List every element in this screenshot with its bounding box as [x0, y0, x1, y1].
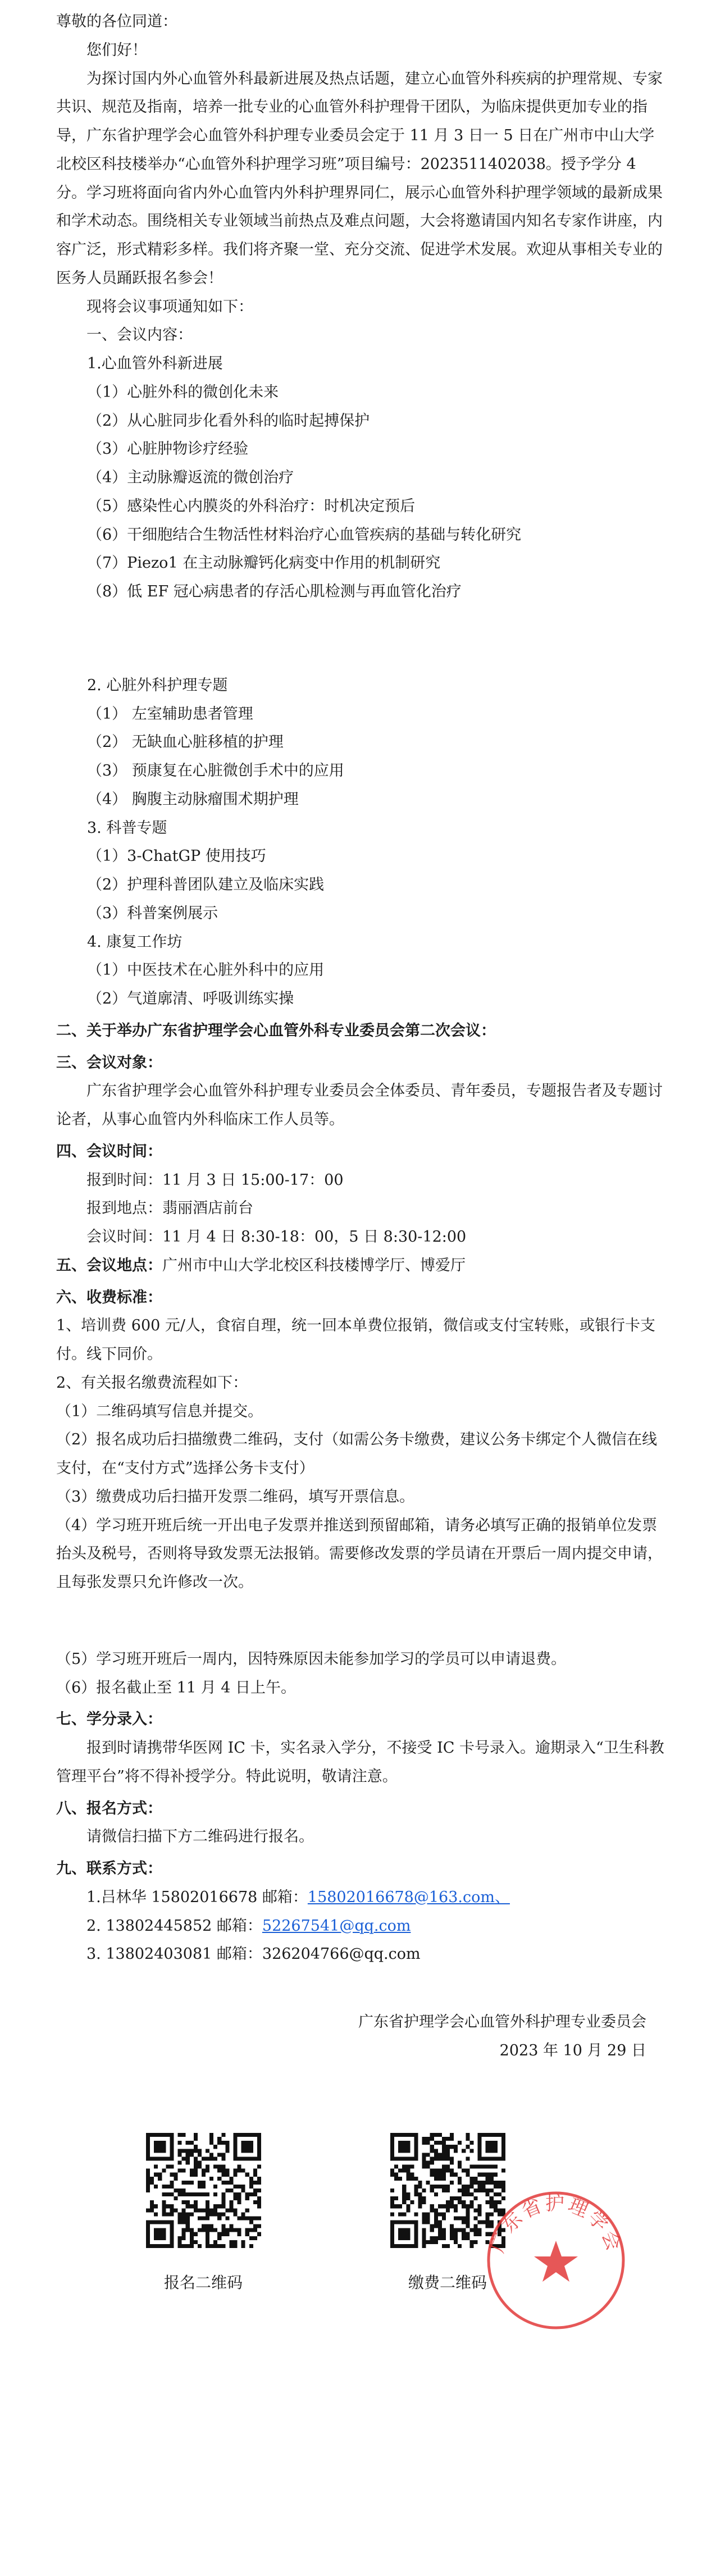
section-5-text: 广州市中山大学北校区科技楼博学厅、博爱厅 [162, 1256, 466, 1274]
topic-2-list [56, 700, 667, 814]
list-item: （1）中医技术在心脏外科中的应用 [87, 961, 325, 979]
list-item: （2） 无缺血心脏移植的护理 [87, 733, 284, 751]
fee-text: 1、培训费 600 元/人，食宿自理，统一回本单费位报销，微信或支付宝转账，或银行卡支付。线下同价。 [56, 1317, 655, 1363]
list-item: （4） 胸腹主动脉瘤围术期护理 [87, 790, 299, 808]
qr-code-icon[interactable] [146, 2133, 261, 2248]
list-item: （3）科普案例展示 [87, 904, 218, 922]
list-item: （3） 预康复在心脏微创手术中的应用 [87, 762, 344, 779]
official-seal-icon [480, 2185, 632, 2336]
section-8-title: 八、报名方式： [56, 1799, 162, 1817]
section-7-text: 报到时请携带华医网 IC 卡，实名录入学分，不接受 IC 卡号录入。逾期录入“卫生科教管理平台”将不得补授学分。特此说明，敬请注意。 [56, 1739, 664, 1785]
list-item: （5）学习班开班后一周内，因特殊原因未能参加学习的学员可以申请退费。 [56, 1650, 567, 1668]
topic-2-title: 2. 心脏外科护理专题 [87, 676, 228, 694]
topic-1-list [56, 379, 667, 607]
hello: 您们好！ [86, 41, 147, 59]
list-item: （2）从心脏同步化看外科的临时起搏保护 [87, 412, 370, 430]
contact-3: 3. 13802403081 邮箱：326204766@qq.com [86, 1945, 421, 1963]
list-item: （3）心脏肿物诊疗经验 [87, 440, 249, 458]
email-link[interactable]: 15802016678@163.com [307, 1888, 495, 1906]
meeting-time: 会议时间：11 月 4 日 8:30-18：00，5 日 8:30-12:00 [86, 1228, 467, 1246]
section-2-title: 二、关于举办广东省护理学会心血管外科专业委员会第二次会议： [56, 1022, 496, 1039]
section-4-title: 四、会议时间： [56, 1142, 162, 1160]
section-8-text: 请微信扫描下方二维码进行报名。 [86, 1828, 314, 1846]
section-7-title: 七、学分录入： [56, 1711, 162, 1729]
list-item: （6）报名截止至 11 月 4 日上午。 [56, 1679, 297, 1697]
list-item: （1）3-ChatGP 使用技巧 [87, 847, 266, 865]
section-9-title: 九、联系方式： [56, 1860, 162, 1877]
email-text: 326204766@qq.com [262, 1945, 421, 1963]
section-1-title: 一、会议内容： [86, 326, 193, 344]
email-link[interactable]: 52267541@qq.com [262, 1917, 411, 1935]
section-3-text: 广东省护理学会心血管外科护理专业委员会全体委员、青年委员，专题报告者及专题讨论者，从事心血管内外科临床工作人员等。 [56, 1082, 663, 1128]
list-item: （2）护理科普团队建立及临床实践 [87, 876, 325, 893]
topic-1-title: 1.心血管外科新进展 [87, 355, 223, 372]
intro-paragraph: 为探讨国内外心血管外科最新进展及热点话题，建立心血管外科疾病的护理常规、专家共识、规范及指南，培养一批专业的心血管外科护理骨干团队，为临床提供更加专业的指导，广东省护理学会心血管外科护理专业委员会定于 11 月 3 日一 5 日在广州市中山大学北校区科技楼举办“心血管外科护理学习班”项目编号：2023511402038。授予学分 4 分。学习班将面向省内外心血管内外科护理界同仁，展示心血管外科护理学领域的最新成果和学术动态。围绕相关专业领域当前热点及难点问题，大会将邀请国内知名专家作讲座，内容广泛，形式精彩多样。我们将齐聚一堂、充分交流、促进学术发展。欢迎从事相关专业的医务人员踊跃报名参会！ [56, 70, 663, 287]
checkin-time: 报到时间：11 月 3 日 15:00-17：00 [86, 1171, 344, 1189]
topic-4-title: 4. 康复工作坊 [87, 933, 183, 951]
list-item: （3）缴费成功后扫描开发票二维码，填写开票信息。 [56, 1488, 415, 1506]
topic-3-list [56, 842, 667, 928]
qr-label: 缴费二维码 [408, 2273, 487, 2292]
list-item: （2）报名成功后扫描缴费二维码，支付（如需公务卡缴费，建议公务卡绑定个人微信在线支付，在“支付方式”选择公务卡支付） [56, 1431, 658, 1477]
section-3-title: 三、会议对象： [56, 1054, 162, 1072]
section-6-title: 六、收费标准： [56, 1288, 162, 1306]
greeting: 尊敬的各位同道： [56, 13, 177, 30]
list-item: （5）感染性心内膜炎的外科治疗：时机决定预后 [87, 497, 416, 515]
section-5-title: 五、会议地点： [56, 1256, 162, 1274]
list-item: （1）二维码填写信息并提交。 [56, 1402, 263, 1420]
registration-qr [142, 2133, 265, 2298]
notice-line: 现将会议事项通知如下： [86, 298, 253, 316]
signing-date: 2023 年 10 月 29 日 [499, 2041, 646, 2059]
topic-4-list [56, 956, 667, 1014]
flow-title: 2、有关报名缴费流程如下： [56, 1374, 248, 1392]
contact-2: 2. 13802445852 邮箱：52267541@qq.com [86, 1917, 411, 1935]
checkin-place: 报到地点：翡丽酒店前台 [86, 1200, 253, 1218]
list-item: （4）学习班开班后统一开出电子发票并推送到预留邮箱，请务必填写正确的报销单位发票抬头及税号，否则将导致发票无法报销。需要修改发票的学员请在开票后一周内提交申请，且每张发票只允许修改一次。 [56, 1516, 663, 1591]
topic-3-title: 3. 科普专题 [87, 819, 167, 837]
list-item: （8）低 EF 冠心病患者的存活心肌检测与再血管化治疗 [87, 583, 462, 600]
list-item: （1）心脏外科的微创化未来 [87, 383, 279, 401]
signer-organization: 广东省护理学会心血管外科护理专业委员会 [358, 2013, 646, 2031]
list-item: （2）气道廓清、呼吸训练实操 [87, 990, 294, 1007]
list-item: （6）干细胞结合生物活性材料治疗心血管疾病的基础与转化研究 [87, 526, 522, 544]
list-item: （4）主动脉瓣返流的微创治疗 [87, 469, 294, 486]
contact-1: 1.吕林华 15802016678 邮箱：15802016678@163.com、 [86, 1888, 510, 1906]
list-item: （7）Piezo1 在主动脉瓣钙化病变中作用的机制研究 [87, 554, 441, 572]
list-item: （1） 左室辅助患者管理 [87, 705, 253, 723]
svg-text:广东省护理学会: 广东省护理学会 [486, 2192, 626, 2256]
qr-label: 报名二维码 [163, 2273, 243, 2292]
